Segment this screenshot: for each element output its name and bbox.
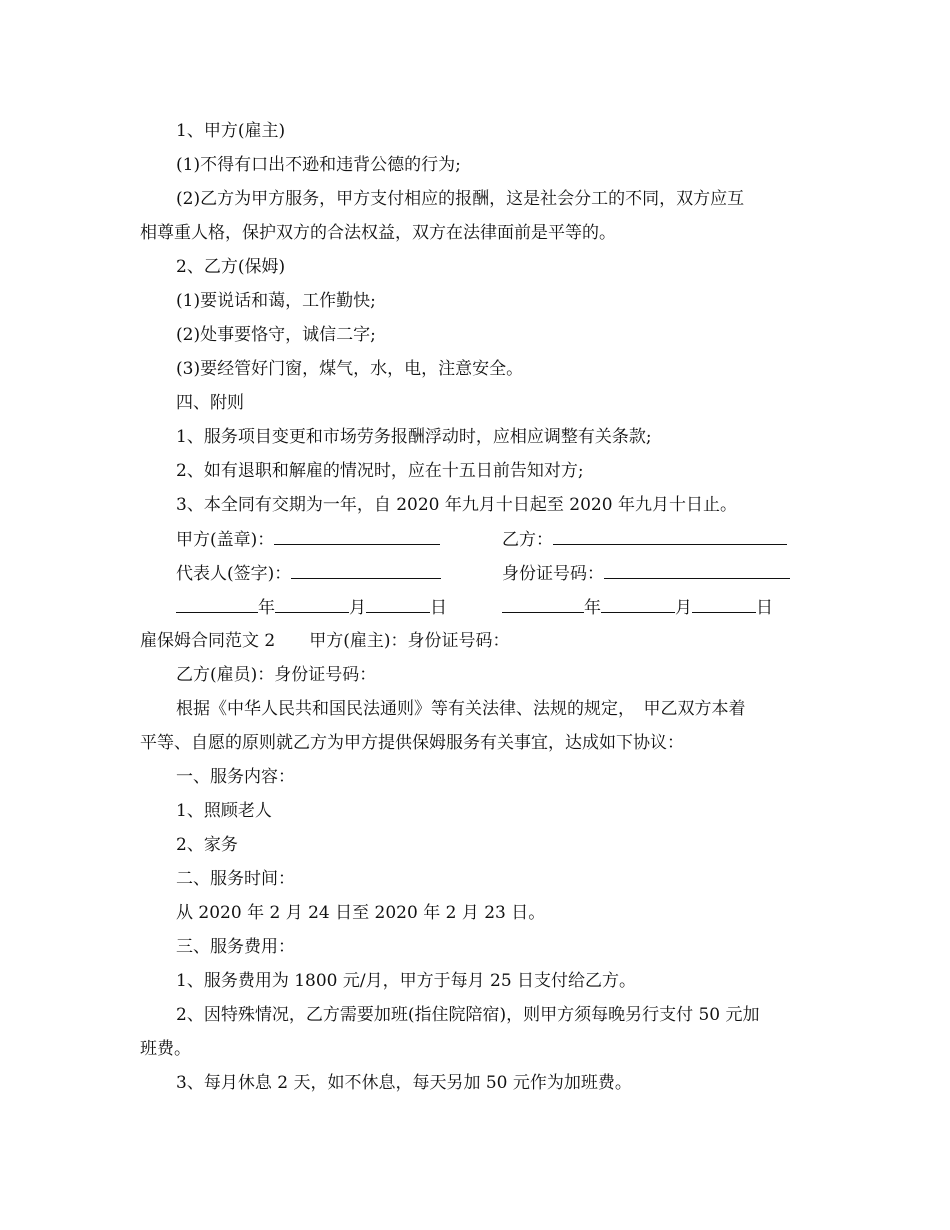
clause-b-3: (3)要经管好门窗，煤气，水，电，注意安全。 (176, 359, 524, 379)
clause-b-1: (1)要说话和蔼，工作勤快; (176, 291, 376, 311)
year-blank (502, 596, 584, 613)
clause-party-b-heading: 2、乙方(保姆) (176, 257, 286, 277)
id-number-label: 身份证号码： (502, 564, 604, 584)
year-label: 年 (584, 598, 601, 618)
clause-a-1: (1)不得有口出不逊和违背公德的行为; (176, 155, 461, 175)
service-time-text: 从 2020 年 2 月 24 日至 2020 年 2 月 23 日。 (176, 903, 546, 923)
service-time-heading: 二、服务时间： (176, 869, 295, 889)
party-a-seal-label: 甲方(盖章)： (176, 530, 275, 550)
appendix-1: 1、服务项目变更和市场劳务报酬浮动时，应相应调整有关条款; (176, 427, 652, 447)
party-b-field (502, 528, 787, 551)
clause-b-2: (2)处事要恪守，诚信二字; (176, 325, 376, 345)
id-number-blank (604, 562, 790, 579)
fee-item-1: 1、服务费用为 1800 元/月，甲方于每月 25 日支付给乙方。 (176, 971, 637, 991)
id-number-field (502, 562, 790, 585)
clause-a-2: (2)乙方为甲方服务，甲方支付相应的报酬，这是社会分工的不同，双方应互 (176, 189, 745, 209)
fee-item-2-cont: 班费。 (140, 1039, 191, 1059)
party-b-employee: 乙方(雇员)：身份证号码： (176, 665, 377, 685)
representative-field (176, 562, 441, 585)
section-appendix-heading: 四、附则 (176, 393, 244, 413)
party-b-label: 乙方： (502, 530, 553, 550)
party-a-date-field (176, 596, 447, 619)
party-b-date-field (502, 596, 773, 619)
preamble: 根据《中华人民共和国民法通则》等有关法律、法规的规定， 甲乙双方本着 (176, 699, 746, 719)
clause-a-2-cont: 相尊重人格，保护双方的合法权益，双方在法律面前是平等的。 (140, 223, 616, 243)
contract-2-title: 雇保姆合同范文 2 甲方(雇主)：身份证号码： (140, 631, 510, 651)
clause-party-a-heading: 1、甲方(雇主) (176, 121, 286, 141)
year-blank (176, 596, 258, 613)
fee-item-2: 2、因特殊情况，乙方需要加班(指住院陪宿)，则甲方须每晚另行支付 50 元加 (176, 1005, 760, 1025)
fee-item-3: 3、每月休息 2 天，如不休息，每天另加 50 元作为加班费。 (176, 1073, 632, 1093)
appendix-2: 2、如有退职和解雇的情况时，应在十五日前告知对方; (176, 461, 584, 481)
party-a-seal-blank (274, 528, 440, 545)
month-blank (601, 596, 675, 613)
month-label: 月 (675, 598, 692, 618)
day-blank (366, 596, 430, 613)
service-fee-heading: 三、服务费用： (176, 937, 295, 957)
day-label: 日 (430, 598, 447, 618)
party-a-seal-field (176, 528, 440, 551)
representative-label: 代表人(签字)： (176, 564, 292, 584)
month-label: 月 (349, 598, 366, 618)
month-blank (275, 596, 349, 613)
year-label: 年 (258, 598, 275, 618)
representative-blank (291, 562, 441, 579)
preamble-cont: 平等、自愿的原则就乙方为甲方提供保姆服务有关事宜，达成如下协议： (140, 733, 684, 753)
day-label: 日 (756, 598, 773, 618)
party-b-blank (553, 528, 787, 545)
day-blank (692, 596, 756, 613)
service-item-1: 1、照顾老人 (176, 801, 272, 821)
service-item-2: 2、家务 (176, 835, 238, 855)
service-content-heading: 一、服务内容： (176, 767, 295, 787)
appendix-3: 3、本全同有交期为一年，自 2020 年九月十日起至 2020 年九月十日止。 (176, 495, 737, 515)
